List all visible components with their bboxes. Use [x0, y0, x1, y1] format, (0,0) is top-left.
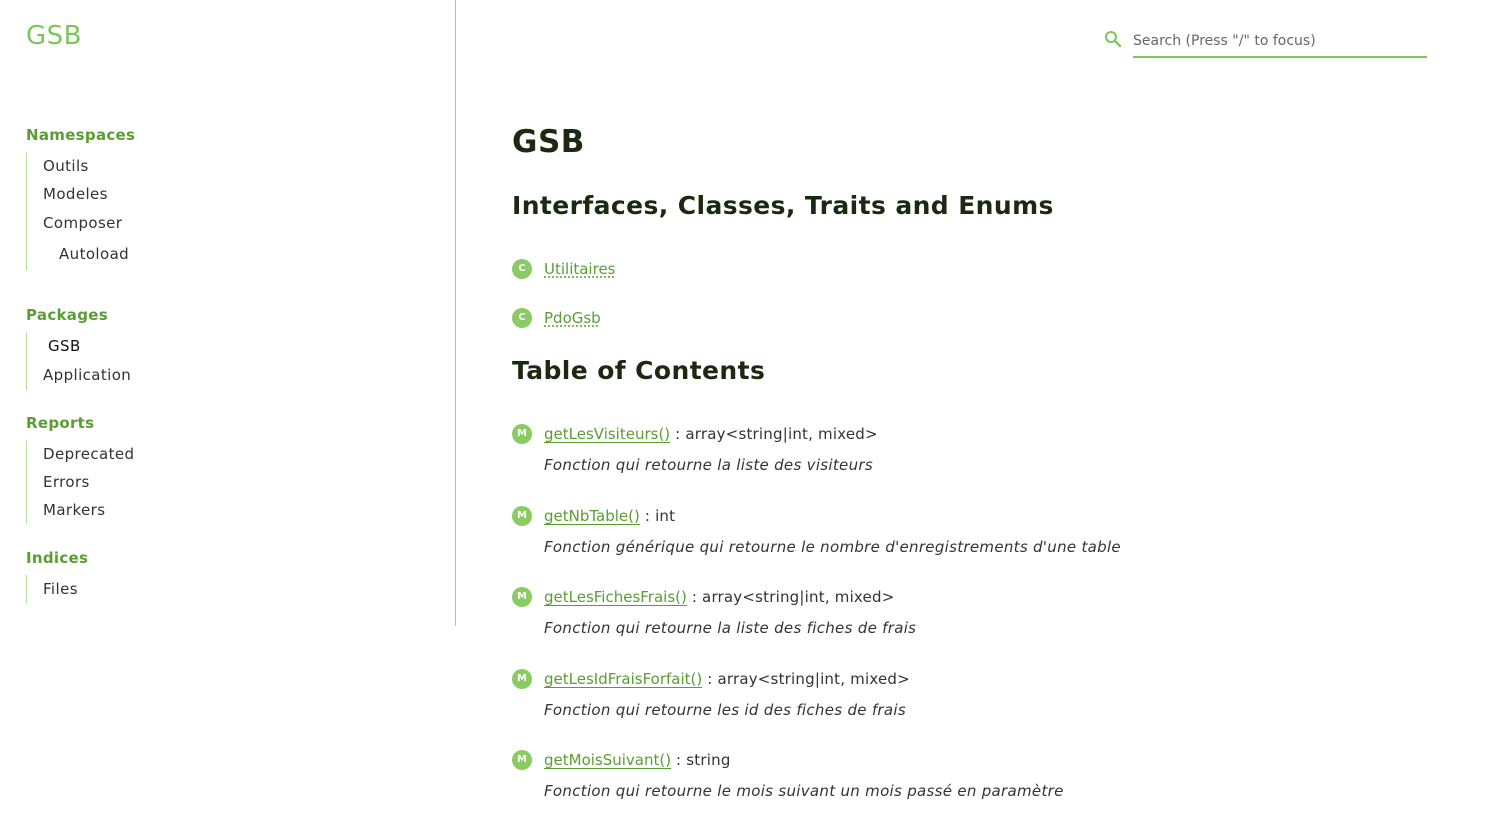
method-description: Fonction qui retourne la liste des fiches de frais — [544, 619, 917, 637]
namespaces-list — [26, 152, 135, 270]
nav-item-markers[interactable]: Markers — [43, 501, 106, 519]
nav-item-modeles[interactable]: Modeles — [43, 185, 108, 203]
nav-item-deprecated[interactable]: Deprecated — [43, 445, 135, 463]
method-link-getlesvisiteurs[interactable]: getLesVisiteurs() — [544, 425, 671, 443]
method-return-type: : array<string|int, mixed> — [686, 588, 895, 606]
nav-item-files[interactable]: Files — [43, 580, 78, 598]
nav-heading-reports: Reports — [26, 414, 95, 432]
nav-item-autoload[interactable]: Autoload — [59, 245, 130, 263]
nav-group-packages — [26, 306, 131, 390]
nav-item-errors[interactable]: Errors — [43, 473, 90, 491]
method-return-type: : string — [671, 751, 731, 769]
method-link-getmoissuivant[interactable]: getMoisSuivant() — [544, 751, 672, 769]
nav-group-reports — [26, 414, 134, 524]
method-link-getlesfichesfrais[interactable]: getLesFichesFrais() — [544, 588, 687, 606]
method-description: Fonction générique qui retourne le nombre d'enregistrements d'une table — [544, 538, 1121, 556]
class-badge-icon: C — [512, 259, 532, 279]
method-description: Fonction qui retourne le mois suivant un mois passé en paramètre — [544, 782, 1064, 800]
sidebar — [0, 0, 456, 626]
method-description: Fonction qui retourne les id des fiches de frais — [544, 701, 906, 719]
search-bar — [1104, 26, 1427, 58]
search-input[interactable] — [1133, 26, 1427, 58]
nav-heading-packages: Packages — [26, 306, 108, 324]
nav-item-composer[interactable]: Composer — [43, 214, 123, 232]
nav-item-outils[interactable]: Outils — [43, 157, 89, 175]
reports-list — [26, 440, 134, 524]
classes-heading: Interfaces, Classes, Traits and Enums — [512, 191, 1054, 220]
method-badge-icon: M — [512, 669, 532, 689]
search-icon — [1104, 30, 1122, 48]
method-link-getnbtable[interactable]: getNbTable() — [544, 507, 640, 525]
method-badge-icon: M — [512, 750, 532, 770]
class-link-pdogsb[interactable]: PdoGsb — [544, 309, 601, 327]
method-return-type: : array<string|int, mixed> — [670, 425, 878, 443]
method-badge-icon: M — [512, 424, 532, 444]
indices-list — [26, 575, 88, 603]
brand-logo-link[interactable]: GSB — [26, 21, 82, 51]
class-link-utilitaires[interactable]: Utilitaires — [544, 260, 616, 278]
toc-heading: Table of Contents — [512, 356, 766, 385]
method-return-type: : int — [639, 507, 676, 525]
class-badge-icon: C — [512, 308, 532, 328]
nav-group-indices — [26, 549, 88, 603]
page-title: GSB — [512, 124, 585, 160]
method-badge-icon: M — [512, 506, 532, 526]
nav-heading-namespaces: Namespaces — [26, 126, 136, 144]
packages-list — [26, 332, 131, 390]
method-badge-icon: M — [512, 587, 532, 607]
nav-group-namespaces — [26, 126, 135, 270]
method-link-getlesidfraisforfait[interactable]: getLesIdFraisForfait() — [544, 670, 703, 688]
nav-item-gsb[interactable]: GSB — [48, 337, 81, 355]
nav-heading-indices: Indices — [26, 549, 89, 567]
method-description: Fonction qui retourne la liste des visiteurs — [544, 456, 873, 474]
method-return-type: : array<string|int, mixed> — [702, 670, 910, 688]
nav-item-application[interactable]: Application — [43, 366, 132, 384]
